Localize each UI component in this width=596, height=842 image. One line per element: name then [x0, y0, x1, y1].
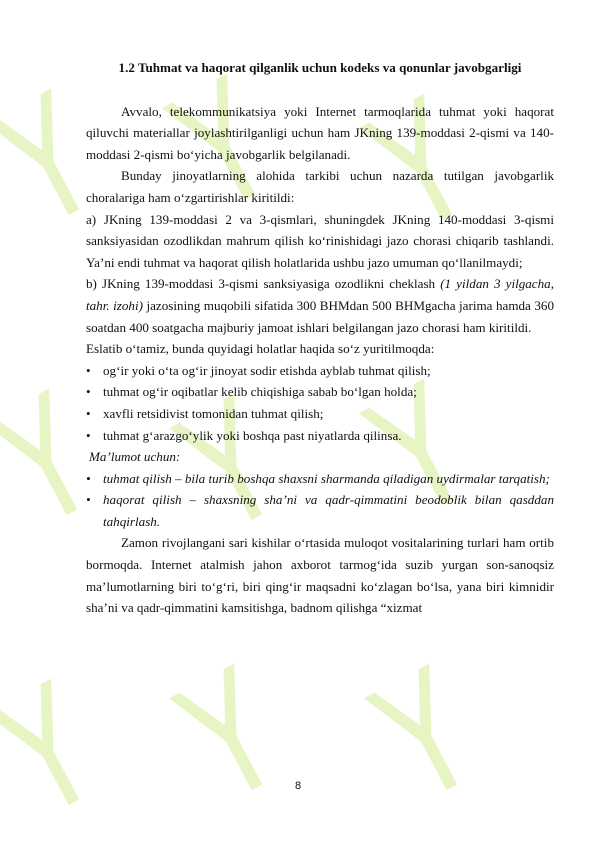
- item-b-text-end: jazosining muqobili sifatida 300 BHMdan 500 BHMgacha jarima hamda 360 soatdan 400 soatgacha majburiy jamoat ishlari belgilangan jazo chorasi ham kiritildi.: [86, 297, 555, 335]
- document-page: [86, 57, 554, 619]
- page-number: 8: [294, 780, 302, 792]
- circumstances-list: [86, 360, 554, 446]
- definition-item: • tuhmat qilish – bila turib boshqa shaxsni sharmanda qiladigan uydirmalar tarqatish;: [86, 468, 554, 490]
- list-item: • xavfli retsidivist tomonidan tuhmat qilish;: [86, 403, 554, 425]
- paragraph-intro: Avvalo, telekommunikatsiya yoki Internet tarmoqlarida tuhmat yoki haqorat qiluvchi materiallar joylashtirilganligi uchun ham JKning 139-moddasi 2-qismi va 140-moddasi 2-qismi bo‘yicha javobgarlik belgilanadi.: [86, 103, 554, 162]
- list-item: • tuhmat g‘arazgo‘ylik yoki boshqa past niyatlarda qilinsa.: [86, 425, 554, 447]
- watermark-mark: [0, 664, 124, 837]
- definitions-list: [86, 468, 554, 533]
- info-label: Ma’lumot uchun:: [89, 449, 181, 465]
- item-b-note: (1 yildan 3 yilgacha, tahr. izohi): [86, 276, 554, 313]
- item-b-text: b) JKning 139-moddasi 3-qismi sanksiyasiga ozodlikni cheklash: [86, 276, 441, 292]
- watermark-mark: [148, 649, 306, 822]
- paragraph-closing: Zamon rivojlangani sari kishilar o‘rtasida muloqot vositalarining turlari ham ortib bormoqda. Internet atalmish jahon axborot tarmog‘ida suzib yurgan son-sanoqsiz ma’lumotlarning biri to‘g‘ri, biri qing‘ir maqsadni ko‘zlagan bo‘lsa, yana biri kimnidir sha’ni va qadr-qimmatini kamsitishga, badnom qilishga “xizmat: [86, 535, 554, 616]
- definition-item: • haqorat qilish – shaxsning sha’ni va qadr-qimmatini beodoblik bilan qasddan tahqirlash.: [86, 489, 554, 532]
- list-item: • og‘ir yoki o‘ta og‘ir jinoyat sodir etishda ayblab tuhmat qilish;: [86, 360, 554, 382]
- watermark-mark: [343, 649, 501, 822]
- section-heading: 1.2 Tuhmat va haqorat qilganlik uchun kodeks va qonunlar javobgarligi: [118, 60, 522, 75]
- paragraph-reminder: Eslatib o‘tamiz, bunda quyidagi holatlar haqida so‘z yuritilmoqda:: [86, 341, 435, 357]
- list-item: • tuhmat og‘ir oqibatlar kelib chiqishiga sabab bo‘lgan holda;: [86, 381, 554, 403]
- paragraph-measures: Bunday jinoyatlarning alohida tarkibi uchun nazarda tutilgan javobgarlik choralariga ham o‘zgartirishlar kiritildi:: [86, 168, 554, 205]
- item-b: [86, 273, 554, 338]
- item-a: a) JKning 139-moddasi 2 va 3-qismlari, shuningdek JKning 140-moddasi 3-qismi sanksiyasidan ozodlikdan mahrum qilish ko‘rinishidagi jazo chorasi chiqarib tashlandi. Ya’ni endi tuhmat va haqorat qilish holatlarida ushbu jazo umuman qo‘llanilmaydi;: [86, 211, 554, 270]
